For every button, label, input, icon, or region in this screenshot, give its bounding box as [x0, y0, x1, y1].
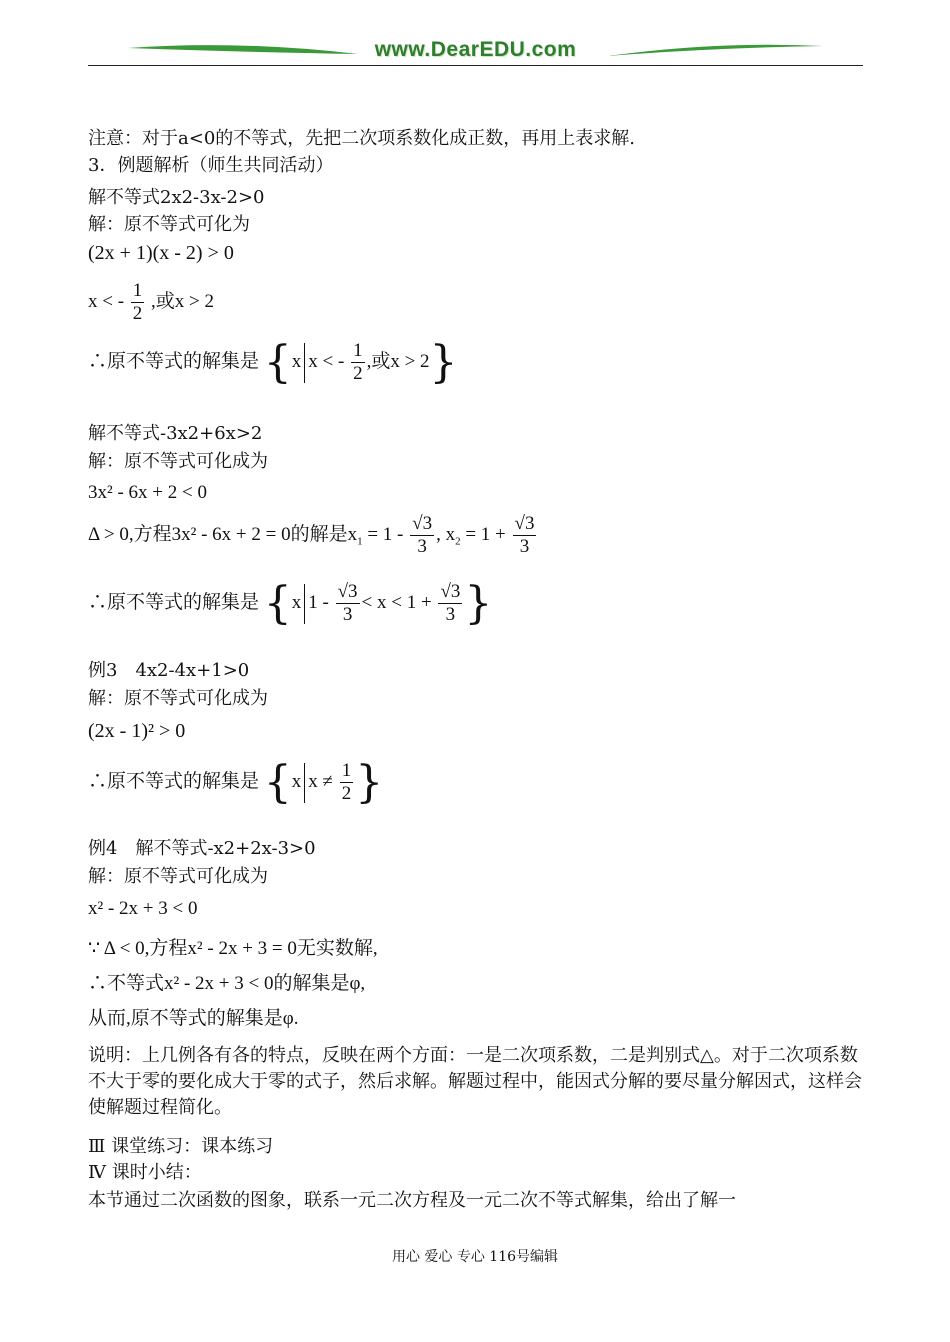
- solution-prefix: ∴原不等式的解集是: [88, 350, 260, 372]
- set-bar: [304, 763, 305, 803]
- ex3-solution: [88, 757, 383, 808]
- page-footer: 用心 爱心 专心 116号编辑: [391, 1249, 559, 1265]
- page-header: [88, 36, 863, 72]
- ex1-intro: 解：原不等式可化为: [88, 214, 250, 235]
- set-var: x: [291, 591, 302, 613]
- subscript: 2: [455, 535, 461, 548]
- ex1-step2-a: x < -: [88, 290, 125, 312]
- right-brace: }: [429, 337, 458, 388]
- ex3-title: 例3 4x2-4x+1>0: [88, 660, 250, 681]
- summary-line: 本节通过二次函数的图象，联系一元二次方程及一元二次不等式解集，给出了解一: [88, 1190, 736, 1211]
- section-iv: Ⅳ 课时小结：: [88, 1162, 202, 1183]
- set-var: x: [291, 350, 302, 372]
- fraction: $\frac{√3}{3}$: [440, 581, 461, 625]
- ex3-intro: 解：原不等式可化成为: [88, 688, 268, 709]
- set-bar: [304, 584, 305, 624]
- ex2-title: 解不等式-3x2+6x>2: [88, 423, 263, 444]
- set-cond: x ≠: [308, 770, 333, 792]
- note-line: 注意：对于a<0的不等式，先把二次项系数化成正数，再用上表求解.: [88, 128, 635, 149]
- fraction: $\frac{√3}{3}$: [412, 513, 433, 557]
- ex4-step1: x² - 2x + 3 < 0: [88, 898, 198, 919]
- ex2-intro: 解：原不等式可化成为: [88, 451, 268, 472]
- ex4-title: 例4 解不等式-x2+2x-3>0: [88, 838, 316, 859]
- left-brace: {: [263, 578, 292, 629]
- fraction: $\frac{1}{2}$: [353, 340, 363, 384]
- fraction: $\frac{1}{2}$: [341, 760, 352, 804]
- set-var: x: [291, 770, 302, 792]
- solution-prefix: ∴原不等式的解集是: [88, 591, 260, 613]
- ex1-step2: [88, 280, 214, 325]
- ex4-step4: 从而,原不等式的解集是φ.: [88, 1008, 299, 1029]
- ex2-step1: 3x² - 6x + 2 < 0: [88, 482, 207, 503]
- explanation-paragraph: 说明：上几例各有各的特点，反映在两个方面：一是二次项系数，二是判别式△。对于二次项系数不大于零的要化成大于零的式子，然后求解。解题过程中，能因式分解的要尽量分解因式，这样会使解题过程简化。: [88, 1045, 862, 1118]
- ex4-step2: ∵ Δ < 0,方程x² - 2x + 3 = 0无实数解,: [88, 938, 378, 959]
- subscript: 1: [357, 535, 363, 548]
- ex4-step3: ∴不等式x² - 2x + 3 < 0的解集是φ,: [88, 973, 366, 994]
- ex2-step2-d: = 1 +: [460, 523, 506, 545]
- section-3-heading: 3．例题解析（师生共同活动）: [88, 155, 334, 176]
- site-logo: www.DearEDU.com: [374, 38, 577, 61]
- set-cond-a: 1 -: [308, 591, 329, 613]
- right-brace: }: [464, 578, 493, 629]
- set-cond-b: ,或x > 2: [366, 350, 430, 372]
- fraction: $\frac{√3}{3}$: [337, 581, 358, 625]
- solution-prefix: ∴原不等式的解集是: [88, 770, 260, 792]
- ex2-solution: [88, 578, 492, 629]
- left-brace: {: [263, 337, 292, 388]
- ex3-step1: (2x - 1)² > 0: [88, 720, 186, 742]
- set-cond-b: < x < 1 +: [361, 591, 432, 613]
- section-iii: Ⅲ 课堂练习：课本练习: [88, 1136, 274, 1157]
- header-rule: [88, 65, 863, 66]
- ex1-step1: (2x + 1)(x - 2) > 0: [88, 242, 234, 264]
- ex2-step2: [88, 513, 538, 558]
- set-cond-a: x < -: [308, 350, 345, 372]
- ex2-step2-a: Δ > 0,方程3x² - 6x + 2 = 0的解是x: [88, 523, 358, 545]
- ex4-intro: 解：原不等式可化成为: [88, 866, 268, 887]
- ex1-step2-b: ,或x > 2: [151, 290, 215, 312]
- fraction: $\frac{1}{2}$: [132, 280, 143, 324]
- fraction: $\frac{√3}{3}$: [514, 513, 535, 557]
- set-bar: [304, 343, 305, 383]
- ex1-solution: [88, 337, 458, 388]
- ex2-step2-b: = 1 -: [362, 523, 404, 545]
- right-brace: }: [355, 757, 384, 808]
- left-brace: {: [263, 757, 292, 808]
- ex2-step2-c: , x: [436, 523, 456, 545]
- ex1-title: 解不等式2x2-3x-2>0: [88, 187, 265, 208]
